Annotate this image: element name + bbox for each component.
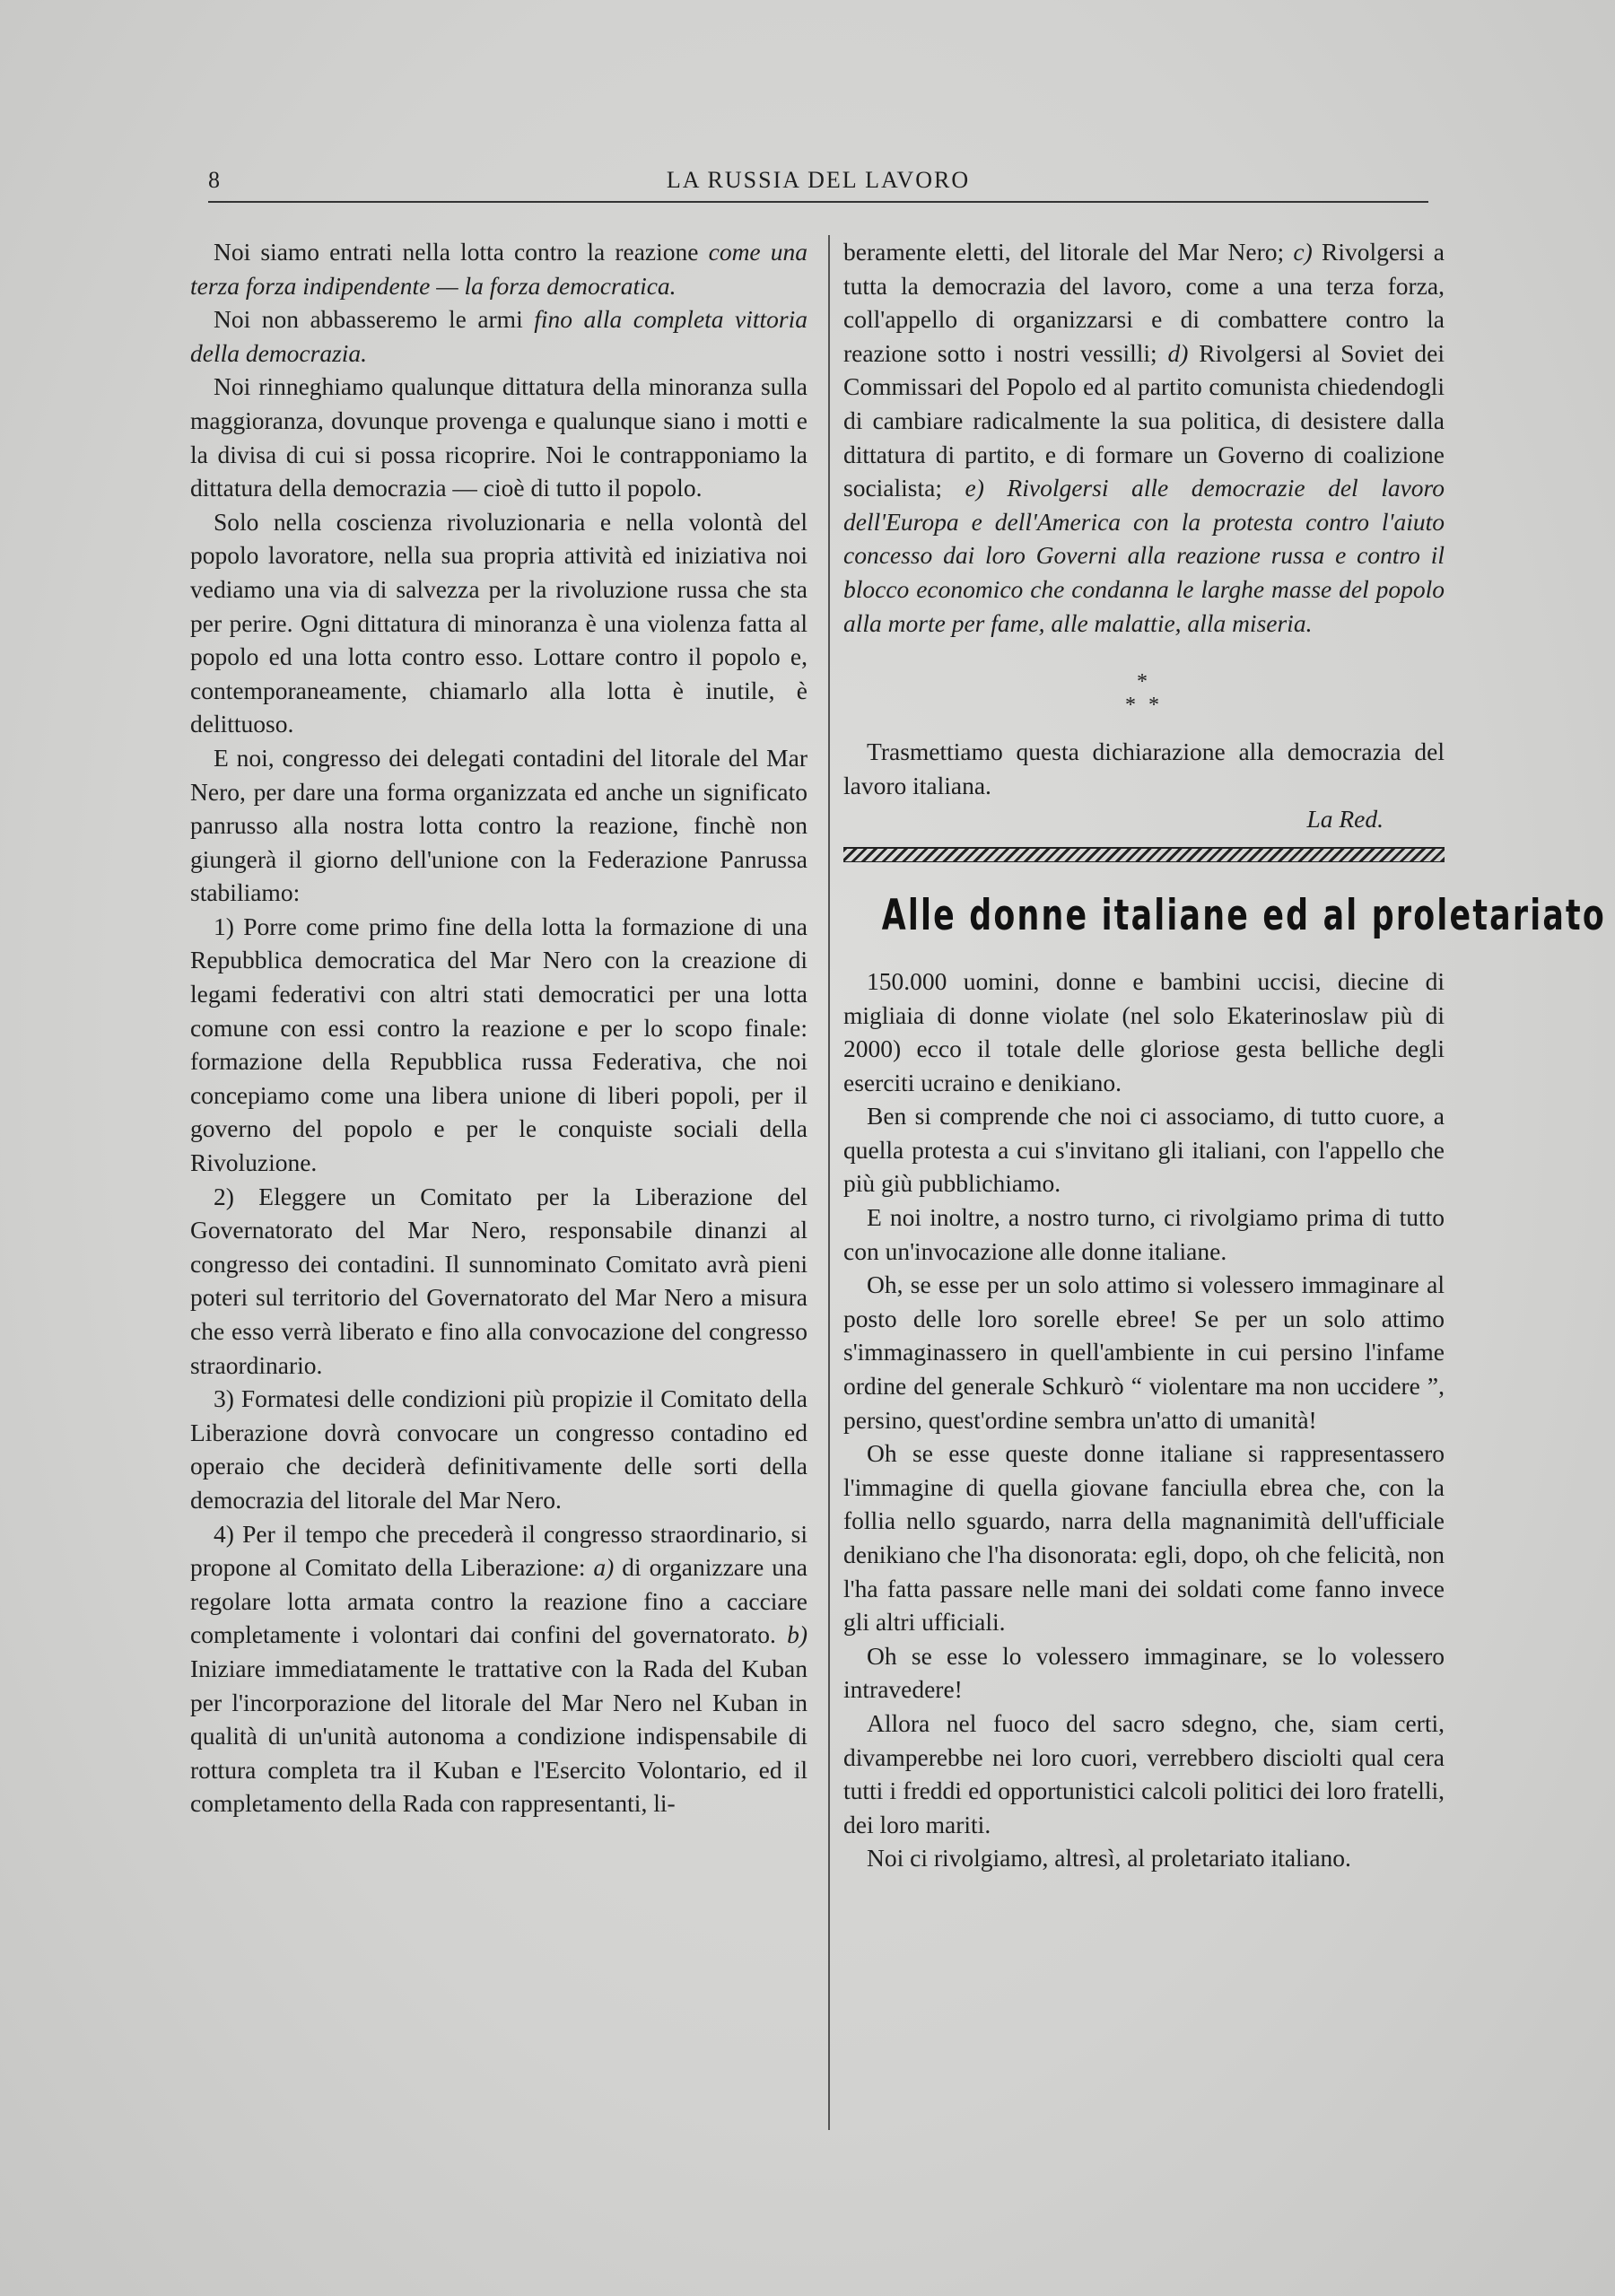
column-divider — [828, 235, 830, 2130]
paragraph: 1) Porre come primo fine della lotta la formazione di una Repubblica democratica del Mar Nero con la creazione di legami federativi con altri stati democratici per una lotta comune con essi contro la reazione e per lo scopo finale: formazione della Repubblica russa Federativa, che noi concepiamo come una libera unione di liberi popoli, per il governo del popolo e per le conquiste sociali della Rivoluzione. — [190, 912, 808, 1177]
page-header — [208, 167, 1428, 203]
paragraph: 3) Formatesi delle condizioni più propizie il Comitato della Liberazione dovrà convocare un congresso contadino ed operaio che deciderà definitivamente delle sorti della democrazia del litorale del Mar Nero. — [190, 1384, 808, 1514]
right-column — [843, 235, 1607, 1875]
paragraph: Trasmettiamo questa dichiarazione alla democrazia del lavoro italiana. — [843, 738, 1445, 799]
signature: La Red. — [1306, 805, 1384, 834]
paragraph: Noi rinneghiamo qualunque dittatura della minoranza sulla maggioranza, dovunque provenga e qualunque siano i motti e la divisa di cui si possa ricoprire. Noi le contrapponiamo la dittatura della democrazia — cioè di tutto il popolo. — [190, 372, 808, 502]
paragraph: Solo nella coscienza rivoluzionaria e nella volontà del popolo lavoratore, nella sua propria attività ed iniziativa noi vediamo una via di salvezza per la rivoluzione russa che sta per perire. Ogni dittatura di minoranza è una violenza fatta al popolo ed una lotta contro esso. Lottare contro il popolo e, contemporaneamente, chiamarlo alla lotta è inutile, è delittuoso. — [190, 507, 808, 738]
paragraph: beramente eletti, del litorale del Mar Nero; c) Rivolgersi a tutta la democrazia del lavoro, come a una terza forza, coll'appello di organizzarsi e di combattere contro la reazione sotto i nostri vessilli; d) Rivolgersi al Soviet dei Commissari del Popolo ed al partito comunista chiedendogli di cambiare radicalmente la sua politica, di desistere dalla dittatura di partito, e di formare un Governo di coalizione socialista; e) Rivolgersi alle democrazie del lavoro dell'Europa e dell'America con la protesta contro l'aiuto concesso dai loro Governi alla reazione russa e contro il blocco economico che condanna le larghe masse del popolo alla morte per fame, alle malattie, alla miseria. — [843, 238, 1445, 637]
paragraph: Oh se esse lo volessero immaginare, se lo volessero intravedere! — [843, 1641, 1445, 1704]
paragraph: 2) Eleggere un Comitato per la Liberazione del Governatorato del Mar Nero, responsabile dinanzi al congresso dei contadini. Il sunnominato Comitato avrà pieni poteri sul territorio del Governatorato del Mar Nero a misura che esso verrà liberato e fino alla convocazione del congresso straordinario. — [190, 1182, 808, 1379]
asterism-ornament: * * * — [1125, 670, 1163, 718]
paragraph: E noi, congresso dei delegati contadini del litorale del Mar Nero, per dare una forma organizzata ed anche un significato panrusso alla nostra lotta contro la reazione, finchè non giungerà il giorno dell'unione con la Federazione Panrussa stabiliamo: — [190, 743, 808, 907]
paragraph: 150.000 uomini, donne e bambini uccisi, diecine di migliaia di donne violate (nel solo Ekaterinoslaw più di 2000) ecco il totale delle gloriose gesta belliche degli eserciti ucraino e denikiano. — [843, 966, 1445, 1096]
left-column — [190, 235, 808, 1820]
paragraph: Noi siamo entrati nella lotta contro la reazione come una terza forza indipendente — la forza democratica. — [190, 238, 808, 300]
paragraph: E noi inoltre, a nostro turno, ci rivolgiamo prima di tutto con un'invocazione alle donne italiane. — [843, 1203, 1445, 1265]
paragraph: Noi ci rivolgiamo, altresì, al proletariato italiano. — [867, 1844, 1351, 1873]
paragraph: Allora nel fuoco del sacro sdegno, che, siam certi, divamperebbe nei loro cuori, verrebbero disciolti qual cera tutti i freddi ed opportunistici calcoli politici dei loro fratelli, dei loro mariti. — [843, 1708, 1445, 1838]
paragraph: Oh, se esse per un solo attimo si volessero immaginare al posto delle loro sorelle ebree! Se per un solo attimo s'immaginassero in quell'ambiente in cui persino l'infame ordine del generale Schkurò “ violentare ma non uccidere ”, persino, quest'ordine sembra un'atto di umanità! — [843, 1270, 1445, 1434]
page-number: 8 — [208, 167, 222, 193]
paragraph: Oh se esse queste donne italiane si rappresentassero l'immagine di quella giovane fanciulla ebrea che, con la follia nello sguardo, narra della magnanimità dell'ufficiale denikiano che l'ha disonorata: egli, dopo, oh che felicità, non l'ha fatta passare nelle mani dei soldati come fanno invece gli altri ufficiali. — [843, 1439, 1445, 1637]
paragraph: Ben si comprende che noi ci associamo, di tutto cuore, a quella protesta a cui s'invitano gli italiani, con l'appello che più giù pubblichiamo. — [843, 1102, 1445, 1198]
decorative-rule — [843, 847, 1445, 862]
paragraph: Noi non abbasseremo le armi fino alla completa vittoria della democrazia. — [190, 305, 808, 367]
article-headline: Alle donne italiane ed al proletariato — [881, 890, 1607, 940]
journal-title: LA RUSSIA DEL LAVORO — [666, 167, 971, 193]
paragraph: 4) Per il tempo che precederà il congresso straordinario, si propone al Comitato della Liberazione: a) di organizzare una regolare lotta armata contro la reazione fino a cacciare completamente i volontari dai confini del governatorato. b) Iniziare immediatamente le trattative con la Rada del Kuban per l'incorporazione del litorale del Mar Nero nel Kuban in qualità di un'unità autonoma a condizione indispensabile di rottura completa tra il Kuban e l'Esercito Volontario, ed il completamento della Rada con rappresentanti, li- — [190, 1519, 808, 1818]
